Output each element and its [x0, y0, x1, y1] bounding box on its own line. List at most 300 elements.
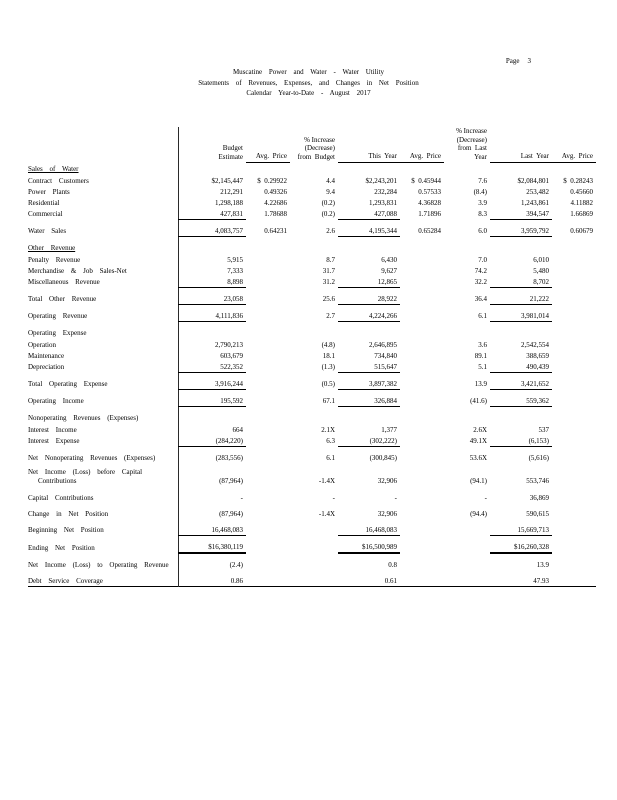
cell-pct-change-from-budget: (0.2) — [321, 198, 335, 207]
table-row-data — [28, 350, 596, 361]
cell-avg-price-this-year: $ 0.45944 — [411, 176, 441, 185]
cell-avg-price-this-year — [400, 541, 444, 553]
table-row-data — [28, 339, 596, 350]
row-label-text: Miscellaneous Revenue — [28, 278, 100, 286]
cell-avg-price-budget — [246, 424, 290, 435]
cell-avg-price-budget — [246, 435, 290, 447]
cell-avg-price-last-year — [552, 468, 596, 487]
row-label — [28, 541, 178, 553]
cell-avg-price-last-year — [552, 310, 596, 322]
cell-last-year: 1,243,861 — [521, 198, 549, 207]
cell-this-year: 734,840 — [374, 351, 397, 360]
cell-avg-price-budget — [246, 254, 290, 265]
cell-budget-estimate: (2.4) — [178, 559, 246, 570]
cell-budget-estimate: 1,298,188 — [178, 197, 246, 208]
row-label — [28, 339, 178, 350]
cell-avg-price-last-year: $ 0.28243 — [563, 176, 593, 185]
table-row-section — [28, 412, 596, 424]
cell-budget-estimate: 4,083,757 — [178, 225, 246, 237]
cell-budget-estimate: 427,831 — [178, 208, 246, 220]
cell-last-year: 3,959,792 — [490, 225, 552, 237]
cell-pct-change-from-budget: (0.2) — [321, 210, 335, 218]
row-label-text: Capital Contributions — [28, 493, 94, 502]
cell-avg-price-budget — [246, 541, 290, 553]
cell-avg-price-last-year — [552, 242, 596, 254]
cell-avg-price-this-year — [400, 162, 444, 175]
cell-pct-change-from-budget: - — [332, 493, 335, 502]
cell-budget-estimate — [178, 327, 246, 339]
table-row-section — [28, 242, 596, 254]
cell-this-year: 3,897,382 — [338, 378, 400, 390]
cell-avg-price-this-year: 4.36828 — [418, 198, 441, 207]
cell-pct-change-from-last-year: 13.9 — [474, 380, 487, 388]
cell-pct-change-from-budget: 4.4 — [326, 176, 335, 185]
cell-this-year: 32,906 — [377, 509, 397, 518]
cell-this-year: 4,224,266 — [338, 310, 400, 322]
cell-last-year — [490, 162, 552, 175]
cell-avg-price-last-year — [552, 361, 596, 373]
row-label-text: Operating Revenue — [28, 312, 88, 320]
row-label-text: Interest Income — [28, 425, 77, 434]
row-label — [28, 162, 178, 175]
cell-pct-change-from-budget — [290, 327, 338, 339]
row-label-text: Penalty Revenue — [28, 255, 81, 264]
cell-last-year: 537 — [538, 425, 549, 434]
cell-last-year: 2,542,554 — [521, 340, 549, 349]
column-header-this-year — [338, 127, 400, 162]
cell-avg-price-this-year — [400, 395, 444, 407]
cell-this-year: 12,865 — [338, 276, 400, 288]
row-label-text: Water Sales — [28, 227, 67, 235]
cell-avg-price-last-year — [552, 327, 596, 339]
cell-pct-change-from-budget — [290, 242, 338, 254]
cell-pct-change-from-budget: 31.2 — [322, 278, 335, 286]
cell-this-year: - — [394, 493, 397, 502]
cell-this-year: (302,222) — [338, 435, 400, 447]
cell-avg-price-budget — [246, 468, 290, 487]
cell-budget-estimate: (87,964) — [178, 468, 246, 487]
cell-pct-change-from-last-year: 53.6X — [469, 453, 487, 462]
table-row-data — [28, 508, 596, 519]
cell-avg-price-this-year — [400, 361, 444, 373]
cell-last-year: 6,010 — [533, 255, 549, 264]
row-label-text: Beginning Net Position — [28, 526, 104, 534]
row-label — [28, 492, 178, 503]
cell-avg-price-budget: $ 0.29922 — [257, 176, 287, 185]
row-label — [28, 468, 178, 487]
row-label — [28, 175, 178, 186]
column-header-line: Avg. Price — [561, 152, 593, 160]
cell-budget-estimate: $2,145,447 — [178, 175, 246, 186]
cell-budget-estimate: 5,915 — [178, 254, 246, 265]
cell-pct-change-from-budget: 2.6 — [326, 227, 335, 235]
row-label — [28, 395, 178, 407]
row-label — [28, 524, 178, 536]
cell-last-year: 388,659 — [526, 351, 549, 360]
cell-avg-price-budget — [246, 452, 290, 463]
cell-pct-change-from-last-year: 32.2 — [474, 278, 487, 286]
cell-budget-estimate: 603,679 — [178, 350, 246, 361]
table-header — [28, 127, 596, 162]
cell-pct-change-from-last-year: 8.3 — [478, 210, 487, 218]
cell-budget-estimate: 212,291 — [178, 186, 246, 197]
row-label — [28, 361, 178, 373]
row-label — [28, 412, 178, 424]
cell-avg-price-last-year — [552, 293, 596, 305]
cell-avg-price-budget — [246, 350, 290, 361]
cell-pct-change-from-budget — [290, 162, 338, 175]
cell-pct-change-from-budget: -1.4X — [318, 477, 335, 485]
cell-last-year: $2,084,801 — [517, 176, 549, 185]
cell-avg-price-last-year — [552, 350, 596, 361]
table-row-data — [28, 424, 596, 435]
cell-last-year: 490,439 — [490, 361, 552, 373]
cell-this-year: 515,647 — [338, 361, 400, 373]
report-title-block — [0, 67, 617, 99]
cell-pct-change-from-last-year: 7.0 — [478, 255, 487, 264]
cell-this-year: 1,293,831 — [369, 198, 397, 207]
row-label-text: Total Other Revenue — [28, 295, 97, 303]
cell-avg-price-this-year — [400, 508, 444, 519]
cell-avg-price-budget — [246, 276, 290, 288]
table-row-data — [28, 293, 596, 305]
report-title-statement: Statements of Revenues, Expenses, and Changes in Net Position — [198, 78, 419, 87]
cell-budget-estimate: 0.86 — [178, 575, 246, 587]
cell-avg-price-last-year — [552, 508, 596, 519]
cell-budget-estimate: - — [178, 492, 246, 503]
cell-budget-estimate — [178, 412, 246, 424]
cell-pct-change-from-last-year: 5.1 — [478, 363, 487, 371]
column-header-pct-change-from-last-year — [444, 127, 490, 162]
row-label-text: Change in Net Position — [28, 509, 109, 518]
column-header-line: Avg. Price — [409, 152, 441, 160]
column-header-avg-price-budget — [246, 127, 290, 162]
column-header-line: Last Year — [520, 152, 549, 160]
cell-avg-price-budget — [246, 412, 290, 424]
cell-pct-change-from-last-year: 2.6X — [473, 425, 487, 434]
cell-pct-change-from-last-year — [444, 541, 490, 553]
cell-pct-change-from-budget: 67.1 — [322, 397, 335, 405]
cell-pct-change-from-last-year — [444, 559, 490, 570]
cell-avg-price-last-year — [552, 162, 596, 175]
cell-avg-price-last-year — [552, 541, 596, 553]
cell-budget-estimate: 4,111,836 — [178, 310, 246, 322]
cell-avg-price-budget — [246, 339, 290, 350]
table-row-data — [28, 310, 596, 322]
row-label — [28, 197, 178, 208]
cell-last-year: 394,547 — [490, 208, 552, 220]
cell-last-year: 15,669,713 — [490, 524, 552, 536]
cell-avg-price-budget — [246, 293, 290, 305]
row-label — [28, 242, 178, 254]
cell-pct-change-from-budget — [290, 559, 338, 570]
cell-budget-estimate: 16,468,083 — [178, 524, 246, 536]
cell-last-year: 559,362 — [490, 395, 552, 407]
cell-pct-change-from-budget: 31.7 — [322, 266, 335, 275]
cell-pct-change-from-budget: (1.3) — [321, 363, 335, 371]
cell-budget-estimate: 522,352 — [178, 361, 246, 373]
cell-this-year: 28,922 — [338, 293, 400, 305]
row-label-text: Net Income (Loss) to Operating Revenue — [28, 560, 169, 569]
cell-pct-change-from-budget — [290, 541, 338, 553]
cell-last-year — [490, 412, 552, 424]
cell-avg-price-last-year — [552, 435, 596, 447]
table-row-section — [28, 162, 596, 175]
cell-pct-change-from-last-year — [444, 575, 490, 587]
row-label-text: Contract Customers — [28, 176, 89, 185]
report-title-period: Calendar Year-to-Date - August 2017 — [246, 89, 371, 97]
cell-this-year: 2,646,895 — [369, 340, 397, 349]
cell-avg-price-last-year — [552, 339, 596, 350]
cell-this-year — [338, 327, 400, 339]
cell-pct-change-from-budget: 2.1X — [321, 425, 335, 434]
cell-this-year: 32,906 — [377, 477, 397, 485]
cell-avg-price-last-year: 4.11882 — [570, 198, 593, 207]
cell-pct-change-from-last-year: (94.1) — [470, 477, 487, 485]
row-label-text: Other Revenue — [28, 243, 76, 252]
row-label-text: Operating Income — [28, 397, 84, 405]
table-row-data — [28, 186, 596, 197]
row-label — [28, 350, 178, 361]
table-row-section — [28, 327, 596, 339]
cell-avg-price-last-year: 0.45660 — [570, 187, 593, 196]
cell-pct-change-from-last-year: (8.4) — [473, 187, 487, 196]
row-label-text: Power Plants — [28, 187, 70, 196]
cell-pct-change-from-last-year — [444, 162, 490, 175]
cell-pct-change-from-budget: 6.3 — [326, 437, 335, 445]
cell-avg-price-last-year — [552, 276, 596, 288]
cell-last-year: (5,616) — [528, 453, 549, 462]
row-label — [28, 265, 178, 276]
column-header-line: (Decrease) — [456, 135, 487, 144]
cell-pct-change-from-last-year: (94.4) — [470, 509, 487, 518]
cell-avg-price-this-year — [400, 276, 444, 288]
cell-avg-price-this-year — [400, 559, 444, 570]
cell-avg-price-this-year — [400, 254, 444, 265]
cell-avg-price-this-year — [400, 350, 444, 361]
financial-statement-table — [28, 127, 596, 587]
table-row-data — [28, 395, 596, 407]
row-label-text: Sales of Water — [28, 164, 79, 173]
row-label — [28, 225, 178, 237]
cell-avg-price-last-year: 1.66869 — [570, 210, 593, 218]
cell-budget-estimate: 8,898 — [178, 276, 246, 288]
column-header-line: from Budget — [297, 152, 335, 161]
column-header-line: Estimate — [218, 152, 243, 161]
row-label — [28, 435, 178, 447]
table-row-data — [28, 524, 596, 536]
cell-avg-price-this-year — [400, 424, 444, 435]
row-label — [28, 293, 178, 305]
column-header-budget-estimate — [178, 127, 246, 162]
row-label — [28, 327, 178, 339]
cell-last-year: 590,615 — [526, 509, 549, 518]
column-header-line: Budget — [222, 144, 243, 152]
cell-pct-change-from-last-year — [444, 524, 490, 536]
cell-last-year: 3,981,014 — [490, 310, 552, 322]
cell-pct-change-from-budget: 25.6 — [322, 295, 335, 303]
cell-this-year — [338, 162, 400, 175]
cell-this-year: 0.8 — [388, 560, 397, 569]
cell-pct-change-from-last-year: 89.1 — [474, 351, 487, 360]
cell-last-year: 3,421,652 — [490, 378, 552, 390]
table-row-data — [28, 452, 596, 463]
cell-pct-change-from-last-year: 6.0 — [478, 227, 487, 235]
cell-pct-change-from-budget — [290, 524, 338, 536]
cell-avg-price-budget: 4.22686 — [264, 198, 287, 207]
column-header-line: % Increase — [304, 135, 335, 144]
cell-pct-change-from-budget: (0.5) — [321, 380, 335, 388]
cell-avg-price-this-year — [400, 524, 444, 536]
cell-this-year: 326,884 — [338, 395, 400, 407]
table-row-data — [28, 265, 596, 276]
table-row-data — [28, 225, 596, 237]
cell-avg-price-this-year — [400, 265, 444, 276]
cell-this-year: $2,243,201 — [365, 176, 397, 185]
row-label-text-line2: Contributions — [38, 477, 77, 485]
row-label — [28, 208, 178, 220]
cell-budget-estimate: $16,380,119 — [178, 541, 246, 553]
cell-avg-price-budget — [246, 575, 290, 587]
cell-pct-change-from-last-year — [444, 412, 490, 424]
cell-pct-change-from-last-year: 7.6 — [478, 176, 487, 185]
cell-this-year: $16,500,989 — [338, 541, 400, 553]
page-label: Page — [505, 57, 520, 65]
table-row-data — [28, 435, 596, 447]
row-label-text: Commercial — [28, 210, 63, 218]
cell-this-year: 6,430 — [381, 255, 397, 264]
column-header-line: from Last — [457, 144, 487, 152]
row-label-text: Interest Expense — [28, 437, 80, 445]
cell-pct-change-from-budget: 18.1 — [322, 351, 335, 360]
table-row-data — [28, 361, 596, 373]
cell-avg-price-last-year — [552, 424, 596, 435]
cell-pct-change-from-last-year: 3.9 — [478, 198, 487, 207]
column-header-avg-price-last-year — [552, 127, 596, 162]
column-header-pct-change-from-budget — [290, 127, 338, 162]
cell-avg-price-last-year — [552, 254, 596, 265]
cell-pct-change-from-budget: -1.4X — [318, 509, 335, 518]
cell-avg-price-budget — [246, 492, 290, 503]
row-label-text: Operating Expense — [28, 328, 87, 337]
table-row-data — [28, 254, 596, 265]
cell-pct-change-from-last-year — [444, 242, 490, 254]
row-label-text: Net Income (Loss) before Capital — [28, 467, 143, 476]
cell-pct-change-from-last-year: (41.6) — [470, 397, 487, 405]
cell-avg-price-budget — [246, 242, 290, 254]
cell-pct-change-from-budget: 8.7 — [326, 255, 335, 264]
row-label-text: Residential — [28, 198, 60, 207]
cell-this-year — [338, 412, 400, 424]
cell-budget-estimate: 23,058 — [178, 293, 246, 305]
row-label — [28, 186, 178, 197]
row-label-text: Debt Service Coverage — [28, 576, 103, 585]
table-row-data — [28, 378, 596, 390]
cell-pct-change-from-last-year — [444, 327, 490, 339]
cell-last-year: 5,480 — [533, 266, 549, 275]
cell-avg-price-budget — [246, 327, 290, 339]
cell-pct-change-from-budget: (4.8) — [321, 340, 335, 349]
cell-avg-price-this-year: 0.57533 — [418, 187, 441, 196]
cell-last-year: (6,153) — [490, 435, 552, 447]
cell-this-year: (300,845) — [369, 453, 397, 462]
cell-pct-change-from-last-year: 3.6 — [478, 340, 487, 349]
cell-this-year: 1,377 — [381, 425, 397, 434]
cell-avg-price-this-year — [400, 310, 444, 322]
column-header-line: This Year — [368, 152, 397, 160]
column-header-line: Avg. Price — [255, 152, 287, 160]
table-row-data — [28, 197, 596, 208]
table-row-data — [28, 541, 596, 553]
cell-pct-change-from-last-year: - — [484, 493, 487, 502]
cell-last-year — [490, 327, 552, 339]
cell-avg-price-budget — [246, 378, 290, 390]
cell-avg-price-budget — [246, 265, 290, 276]
cell-avg-price-this-year — [400, 412, 444, 424]
cell-avg-price-this-year — [400, 378, 444, 390]
cell-avg-price-budget — [246, 559, 290, 570]
header-row-label-spacer — [28, 127, 178, 162]
row-label-text: Ending Net Position — [28, 543, 95, 552]
cell-avg-price-budget: 0.64231 — [264, 227, 287, 235]
cell-avg-price-last-year — [552, 378, 596, 390]
row-label — [28, 378, 178, 390]
cell-avg-price-last-year — [552, 412, 596, 424]
cell-avg-price-budget — [246, 508, 290, 519]
cell-avg-price-this-year — [400, 468, 444, 487]
cell-this-year — [338, 242, 400, 254]
cell-avg-price-budget: 0.49326 — [264, 187, 287, 196]
cell-avg-price-budget: 1.78688 — [264, 210, 287, 218]
row-label — [28, 276, 178, 288]
row-label-text: Nonoperating Revenues (Expenses) — [28, 413, 139, 422]
row-label — [28, 575, 178, 587]
cell-pct-change-from-budget — [290, 412, 338, 424]
cell-last-year — [490, 242, 552, 254]
table-row-data — [28, 559, 596, 570]
row-label-text: Operation — [28, 340, 56, 349]
cell-avg-price-budget — [246, 162, 290, 175]
cell-avg-price-last-year — [552, 524, 596, 536]
cell-avg-price-this-year — [400, 327, 444, 339]
cell-last-year: 21,222 — [490, 293, 552, 305]
cell-avg-price-last-year — [552, 452, 596, 463]
cell-this-year: 4,195,344 — [338, 225, 400, 237]
cell-this-year: 16,468,083 — [338, 524, 400, 536]
page-number-value: 3 — [527, 57, 531, 65]
cell-avg-price-last-year — [552, 265, 596, 276]
cell-avg-price-this-year — [400, 435, 444, 447]
cell-avg-price-budget — [246, 361, 290, 373]
cell-pct-change-from-last-year: 49.1X — [469, 437, 487, 445]
cell-avg-price-this-year — [400, 293, 444, 305]
cell-this-year: 232,284 — [374, 187, 397, 196]
cell-budget-estimate: (284,220) — [178, 435, 246, 447]
column-header-line: (Decrease) — [304, 144, 335, 152]
cell-budget-estimate: 7,333 — [178, 265, 246, 276]
table-body — [28, 162, 596, 586]
cell-avg-price-last-year — [552, 575, 596, 587]
column-header-line: Year — [474, 152, 487, 161]
row-label — [28, 452, 178, 463]
cell-avg-price-this-year: 0.65284 — [418, 227, 441, 235]
cell-avg-price-this-year: 1.71896 — [418, 210, 441, 218]
column-header-avg-price-this-year — [400, 127, 444, 162]
cell-this-year: 9,627 — [381, 266, 397, 275]
cell-avg-price-last-year: 0.60679 — [570, 227, 593, 235]
cell-last-year: 13.9 — [536, 560, 549, 569]
cell-avg-price-this-year — [400, 452, 444, 463]
